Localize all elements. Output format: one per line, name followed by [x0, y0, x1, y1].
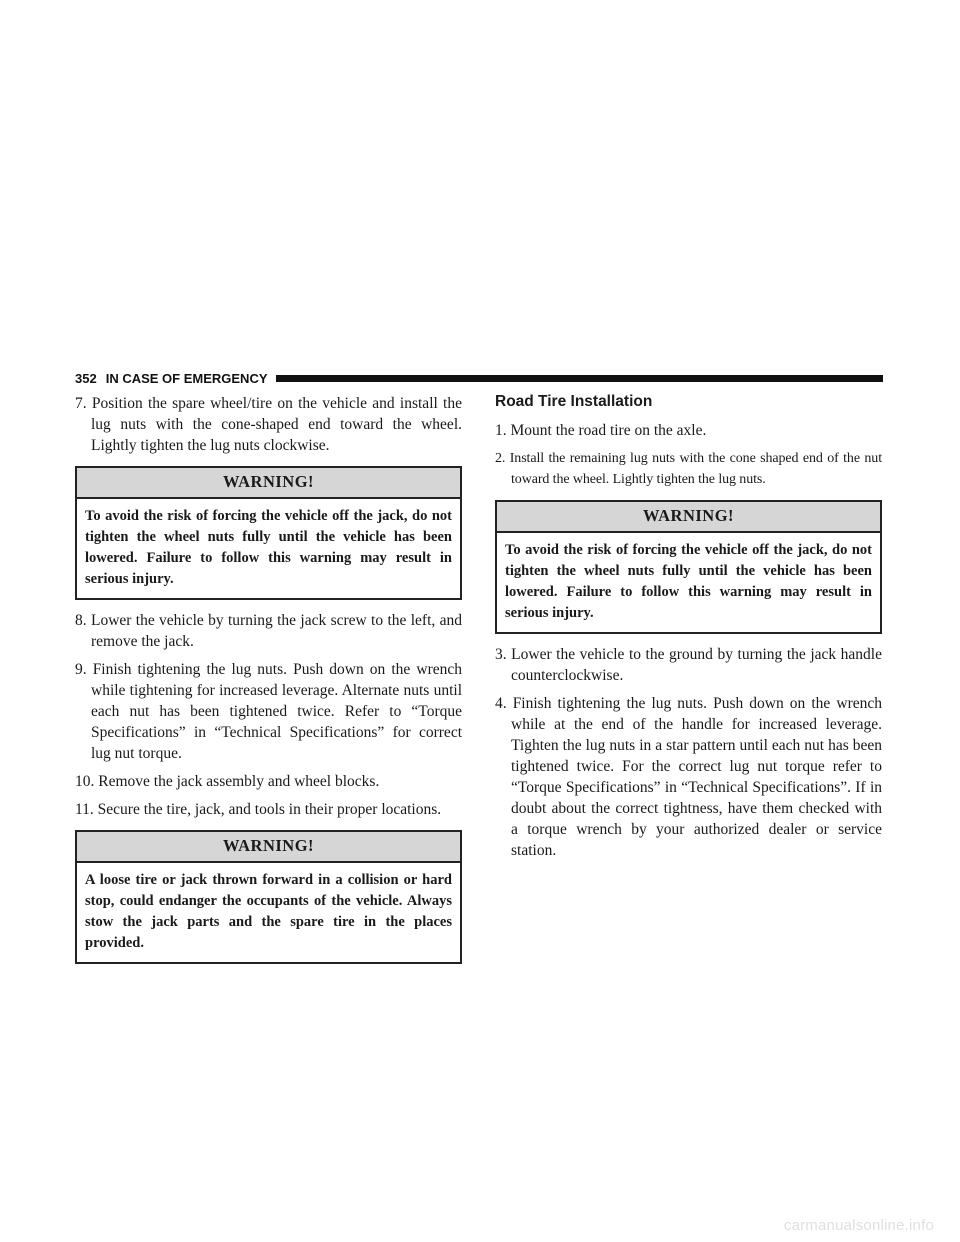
step-2: 2. Install the remaining lug nuts with the cone shaped end of the nut toward the wheel. Lightly tighten the lug nuts.	[495, 451, 882, 487]
step-1: 1. Mount the road tire on the axle.	[495, 422, 707, 439]
step-8: 8. Lower the vehicle by turning the jack screw to the left, and remove the jack.	[75, 612, 462, 650]
section-title: IN CASE OF EMERGENCY	[105, 370, 268, 386]
section-heading: Road Tire Installation	[495, 393, 653, 410]
step-9: 9. Finish tightening the lug nuts. Push down on the wrench while tightening for increased leverage. Alternate nuts until each nut has been tightened twice. Refer to “Torque Specifications” in “Technical Specifications” for correct lug nut torque.	[75, 661, 462, 762]
warning-box-stow	[75, 830, 462, 964]
watermark: carmanualsonline.info	[783, 1217, 934, 1234]
warning-title: WARNING!	[77, 468, 460, 499]
step-10: 10. Remove the jack assembly and wheel blocks.	[75, 773, 380, 790]
warning-title: WARNING!	[77, 832, 460, 863]
step-11: 11. Secure the tire, jack, and tools in their proper locations.	[75, 801, 442, 818]
step-7: 7. Position the spare wheel/tire on the vehicle and install the lug nuts with the cone-shaped end toward the wheel. Lightly tighten the lug nuts clockwise.	[75, 395, 462, 454]
header-rule	[276, 375, 884, 382]
page-header	[75, 370, 883, 386]
warning-title: WARNING!	[497, 502, 880, 533]
step-4: 4. Finish tightening the lug nuts. Push down on the wrench while at the end of the handle for increased leverage. Tighten the lug nuts in a star pattern until each nut has been tightened twice. For the correct lug nut torque refer to “Torque Specifications” in “Technical Specifications”. If in doubt about the correct tightness, have them checked with a torque wrench by your authorized dealer or service station.	[495, 695, 882, 859]
warning-box-jack	[75, 466, 462, 600]
warning-body: To avoid the risk of forcing the vehicle off the jack, do not tighten the wheel nuts fully until the vehicle has been lowered. Failure to follow this warning may result in serious injury.	[505, 542, 872, 621]
step-3: 3. Lower the vehicle to the ground by turning the jack handle counterclockwise.	[495, 646, 882, 684]
warning-body: A loose tire or jack thrown forward in a collision or hard stop, could endanger the occupants of the vehicle. Always stow the jack parts and the spare tire in the places provided.	[85, 872, 452, 951]
warning-box-jack-right	[495, 500, 882, 634]
left-column	[75, 393, 462, 974]
warning-body: To avoid the risk of forcing the vehicle off the jack, do not tighten the wheel nuts fully until the vehicle has been lowered. Failure to follow this warning may result in serious injury.	[85, 508, 452, 587]
page-number: 352	[75, 370, 97, 386]
right-column	[495, 393, 882, 868]
